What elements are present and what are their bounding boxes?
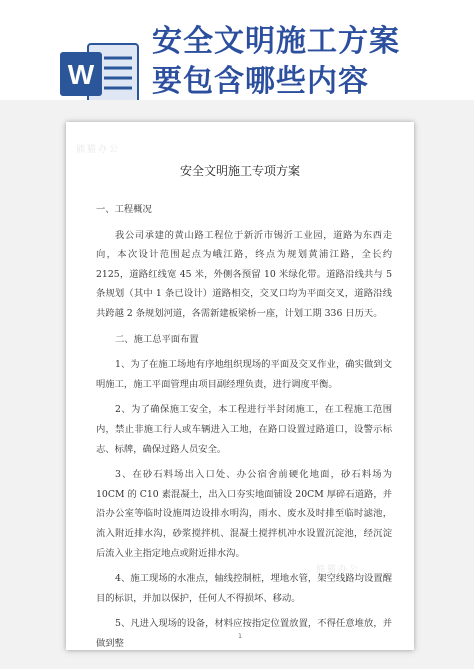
paragraph: 2、为了确保施工安全，本工程进行半封闭施工，在工程施工范围内，禁止非施工行人或车辆进入工地，在路口设置过路道口，设警示标志、标牌，确保过路人员安全。 [96, 404, 392, 455]
banner-title [152, 22, 468, 102]
word-document-icon [58, 40, 142, 108]
section-heading: 二、施工总平面布置 [115, 333, 199, 345]
document-title: 安全文明施工专项方案 [179, 164, 300, 178]
paragraph: 4、施工现场的水准点，轴线控制桩，埋地水管，架空线路均设置醒目的标识，并加以保护，任何人不得损坏、移动。 [96, 573, 392, 604]
paragraph: 5、凡进入现场的设备，材料应按指定位置放置，不得任意堆放，并做到整 [96, 618, 392, 649]
paragraph: 3、在砂石料场出入口处、办公宿舍前硬化地面，砂石料场为 10CM 的 C10 素混凝土，出入口夯实地面铺设 20CM 厚碎石道路，并沿办公室等临时设施周边设排水明沟，雨水、废水及时排至临时滤池，流入附近排水沟，砂浆搅拌机、混凝土搅拌机冲水设置沉淀池，经沉淀后流入业主指定地点或附近排水沟。 [96, 469, 392, 559]
banner-title-line2: 要包含哪些内容 [152, 64, 369, 99]
paragraph: 我公司承建的黄山路工程位于新沂市锡沂工业园，道路为东西走向，本次设计范围起点为峨江路，终点为规划黄浦江路，全长约 2125，道路红线宽 45 米，外侧各预留 10 米绿化带。道路沿线共与 5 条规划（其中 1 条已设计）道路相交，交叉口均为平面交叉，道路沿线共跨越 2 条规划河道，各需新建板梁桥一座，计划工期 336 日历天。 [96, 229, 392, 319]
watermark: 熊猫办公 [316, 565, 361, 575]
section-heading: 一、工程概况 [96, 204, 152, 215]
word-logo-letter: W [67, 59, 95, 90]
document-page [66, 122, 414, 650]
paragraph: 1、为了在施工场地有序地组织现场的平面及交叉作业，确实做到文明施工，施工平面管理由项目副经理负责，进行调度平衡。 [96, 359, 392, 390]
page-number: 1 [238, 633, 242, 640]
watermark: 熊猫办公 [76, 145, 121, 155]
banner-title-line1: 安全文明施工方案 [152, 24, 400, 59]
document-body [96, 200, 392, 650]
